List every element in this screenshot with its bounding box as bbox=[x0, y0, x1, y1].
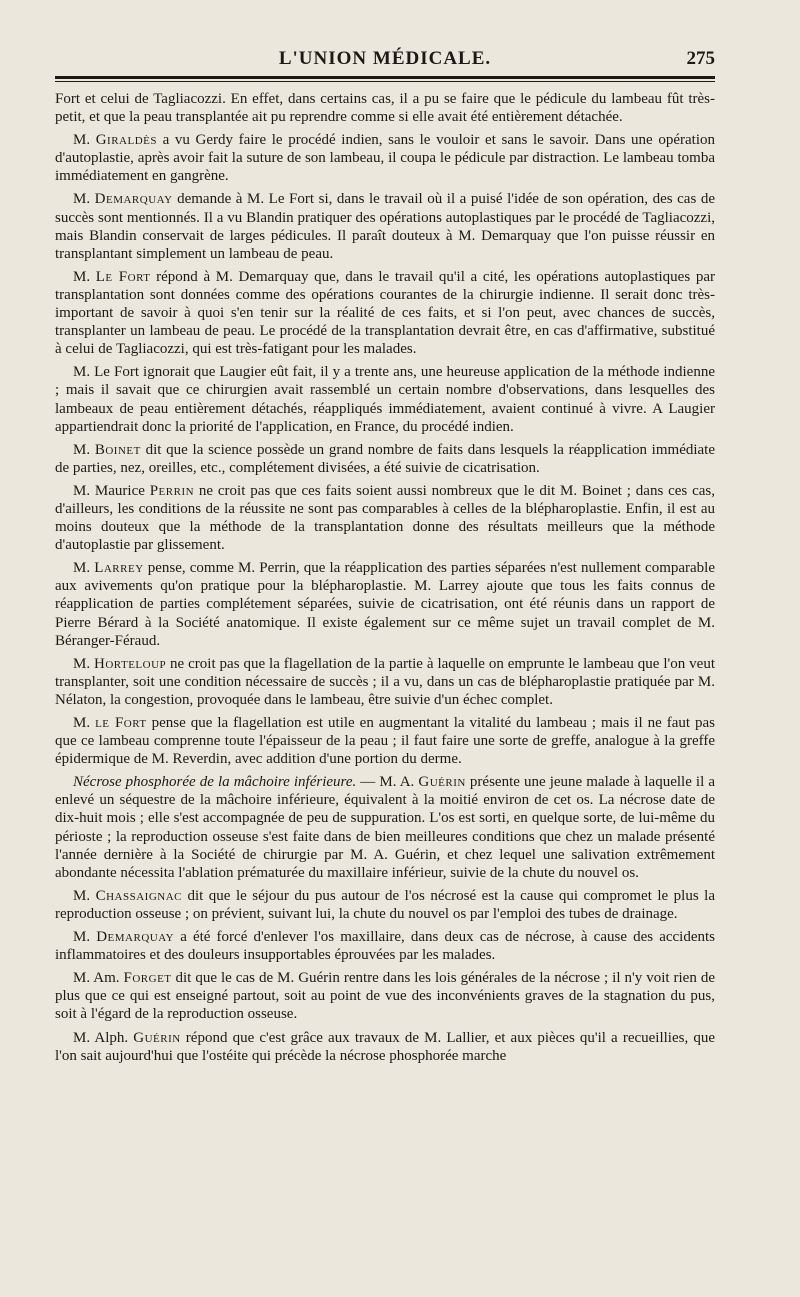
speaker-name: Le Fort bbox=[95, 268, 151, 285]
paragraph bbox=[55, 887, 715, 923]
paragraph-text: dit que le séjour du pus autour de l'os nécrosé est la cause qui compromet le plus la reproduction osseuse ; on prévient, suivant lui, la chute du nouvel os par l'emploi des tubes de drainage. bbox=[55, 887, 715, 922]
paragraph bbox=[55, 714, 715, 768]
paragraph bbox=[55, 190, 715, 262]
speaker-name: Demarquay bbox=[94, 191, 173, 208]
paragraph-text: pense que la flagellation est utile en augmentant la vitalité du lambeau ; mais il ne faut pas que ce lambeau comprenne toute l'épaisseur de la peau ; il faut faire une sorte de greffe, analogue à la greffe épidermique de M. Reverdin, avec addition d'une portion du derme. bbox=[55, 715, 715, 768]
paragraph-text: ne croit pas que ces faits soient aussi nombreux que le dit M. Boinet ; dans ces cas, d'ailleurs, les conditions de la réussite ne sont pas comparables à celles de la blépharoplastie. Enfin, il est au moins douteux que la méthode de la transplantation donne des résultats meilleurs que la méthode d'autoplastie par glissement. bbox=[55, 482, 715, 554]
page-header bbox=[55, 44, 715, 74]
speaker-prefix: M. Maurice bbox=[73, 482, 150, 499]
paragraph-text: répond à M. Demarquay que, dans le travail qu'il a cité, les opérations autoplastiques par transplantation sont données comme des opérations courantes de la chirurgie indienne. Il serait donc très-important de savoir à quoi s'en tenir sur la réalité de ces faits, et si l'on peut, avec chances de succès, transplanter un lambeau de peau. Le procédé de la transplantation devrait être, en cas d'affirmative, substitué à celui de Tagliacozzi, qui est très-fatigant pour les malades. bbox=[55, 268, 715, 358]
paragraph bbox=[55, 131, 715, 185]
speaker-name: Larrey bbox=[94, 560, 144, 577]
header-rule-thick bbox=[55, 76, 715, 79]
speaker-prefix: M. A. bbox=[379, 774, 419, 791]
speaker-name: Boinet bbox=[94, 441, 141, 458]
section-title: Nécrose phosphorée de la mâchoire inférieure. bbox=[73, 774, 357, 791]
speaker-name: Chassaignac bbox=[95, 887, 182, 904]
paragraph-text: ne croit pas que la flagellation de la partie à laquelle on emprunte le lambeau que l'on veut transplanter, soit une condition nécessaire de succès ; il a vu, dans un cas de blépharoplastie pratiquée par M. Nélaton, la congestion, provoquée dans le lambeau, être suivie d'un échec complet. bbox=[55, 655, 715, 708]
paragraph-text: présente une jeune malade à laquelle il a enlevé un séquestre de la mâchoire inférieure, équivalent à la moitié environ de cet os. La nécrose date de dix-huit mois ; elle s'est accompagnée de peu de suppuration. L'os est sorti, en quelque sorte, de lui-même du périoste ; la reproduction osseuse s'est faite dans de bien meilleures conditions que chez un malade présenté l'année dernière à la Société de chirurgie par M. A. Guérin, et chez lequel une salivation extrêmement abondante nécessita l'ablation prématurée du maxillaire inférieur, suivie de la chute du nouvel os. bbox=[55, 774, 715, 881]
journal-title: L'UNION MÉDICALE. bbox=[278, 48, 492, 69]
speaker-name: Forget bbox=[123, 970, 172, 987]
speaker-name: Guérin bbox=[133, 1029, 181, 1046]
speaker-name: Demarquay bbox=[96, 929, 175, 946]
paragraph bbox=[55, 268, 715, 358]
speaker-prefix: M. bbox=[73, 132, 96, 149]
speaker-prefix: M. Alph. bbox=[73, 1029, 134, 1046]
paragraph bbox=[55, 363, 715, 435]
paragraph: Nécrose phosphorée de la mâchoire inférieure. — M. A. Guérin présente une jeune malade à laquelle il a enlevé un séquestre de la mâchoire inférieure, équivalent à la moitié environ de cet os. La nécrose date de dix-huit mois ; elle s'est accompagnée de peu de suppuration. L'os est sorti, en quelque sorte, de lui-même du périoste ; la reproduction osseuse s'est faite dans de bien meilleures conditions que chez un malade présenté l'année dernière à la Société de chirurgie par M. A. Guérin, et chez lequel une salivation extrêmement abondante nécessita l'ablation prématurée du maxillaire inférieur, suivie de la chute du nouvel os. bbox=[55, 774, 715, 881]
paragraph bbox=[55, 559, 715, 649]
paragraph-text: demande à M. Le Fort si, dans le travail où il a puisé l'idée de son opération, des cas de succès sont mentionnés. Il a vu Blandin pratiquer des opérations autoplastiques par le procédé de Tagliacozzi, mais Blandin conservait de larges pédicules. Il paraît douteux à M. Demarquay que l'on puisse réussir en transplantant simplement un lambeau de peau. bbox=[55, 191, 715, 262]
paragraph bbox=[55, 441, 715, 477]
speaker-prefix: M. bbox=[73, 268, 96, 285]
article-body bbox=[55, 90, 715, 1070]
paragraph-text: dit que le cas de M. Guérin rentre dans les lois générales de la nécrose ; il n'y voit rien de plus que ce qui est enseigné partout, soit au point de vue des inconvénients graves de la stagnation du pus, soit à l'égard de la reproduction osseuse. bbox=[55, 970, 715, 1023]
speaker-prefix: M. bbox=[73, 929, 97, 946]
paragraph-text: pense, comme M. Perrin, que la réapplication des parties séparées n'est nullement comparable aux avivements qu'on pratique pour la blépharoplastie. M. Larrey ajoute que tous les faits connus de réapplication de parties complétement séparées, suivie de cicatrisation, ont été réunis dans un rapport de Pierre Bérard à la Société anatomique. Il existe également sur ce même sujet un travail complet de M. Béranger-Féraud. bbox=[55, 560, 715, 649]
header-rule-thin bbox=[55, 81, 715, 82]
paragraph bbox=[55, 90, 715, 126]
paragraph bbox=[55, 482, 715, 554]
speaker-name: Guérin bbox=[418, 774, 466, 791]
speaker-name: Perrin bbox=[149, 482, 195, 499]
paragraph bbox=[55, 928, 715, 964]
speaker-prefix: M. bbox=[73, 191, 95, 208]
speaker-name: le Fort bbox=[95, 715, 147, 731]
speaker-prefix: M. Am. bbox=[73, 970, 124, 987]
paragraph-text: a été forcé d'enlever l'os maxillaire, dans deux cas de nécrose, à cause des accidents inflammatoires et des douleurs insupportables éprouvées par les malades. bbox=[55, 929, 715, 964]
paragraph bbox=[55, 1029, 715, 1065]
paragraph-text: dit que la science possède un grand nombre de faits dans lesquels la réapplication immédiate de parties, nez, oreilles, etc., complétement divisées, a été suivie de cicatrisation. bbox=[55, 441, 715, 476]
paragraph bbox=[55, 969, 715, 1023]
speaker-prefix: M. bbox=[73, 441, 95, 458]
paragraph-text: a vu Gerdy faire le procédé indien, sans le vouloir et sans le savoir. Dans une opération d'autoplastie, après avoir fait la suture de son lambeau, il coupa le pédicule par distraction. Le lambeau tomba immédiatement en gangrène. bbox=[55, 132, 715, 185]
paragraph-text: M. Le Fort ignorait que Laugier eût fait, il y a trente ans, une heureuse application de la méthode indienne ; mais il savait que ce chirurgien avait rassemblé un certain nombre d'observations, dans lesquelles des lambeaux de peau entièrement détachés, réappliqués immédiatement, avaient continué à vivre. A Laugier appartiendrait donc la priorité de l'application, en France, du procédé indien. bbox=[55, 364, 715, 435]
speaker-prefix: M. bbox=[73, 560, 95, 577]
speaker-name: Giraldès bbox=[95, 132, 157, 149]
speaker-prefix: M. bbox=[73, 887, 96, 904]
paragraph bbox=[55, 655, 715, 709]
page-number: 275 bbox=[686, 48, 715, 69]
speaker-name: Horteloup bbox=[94, 655, 167, 672]
speaker-prefix: M. bbox=[73, 655, 95, 672]
speaker-prefix: M. bbox=[73, 715, 96, 731]
paragraph-text: Fort et celui de Tagliacozzi. En effet, dans certains cas, il a pu se faire que le pédicule du lambeau fût très-petit, et que la peau transplantée ait pu reprendre comme si elle avait été entièrement détachée. bbox=[55, 91, 715, 126]
paragraph-text: répond que c'est grâce aux travaux de M. Lallier, et aux pièces qu'il a recueillies, que l'on sait aujourd'hui que l'ostéite qui précède la nécrose phosphorée marche bbox=[55, 1029, 715, 1064]
